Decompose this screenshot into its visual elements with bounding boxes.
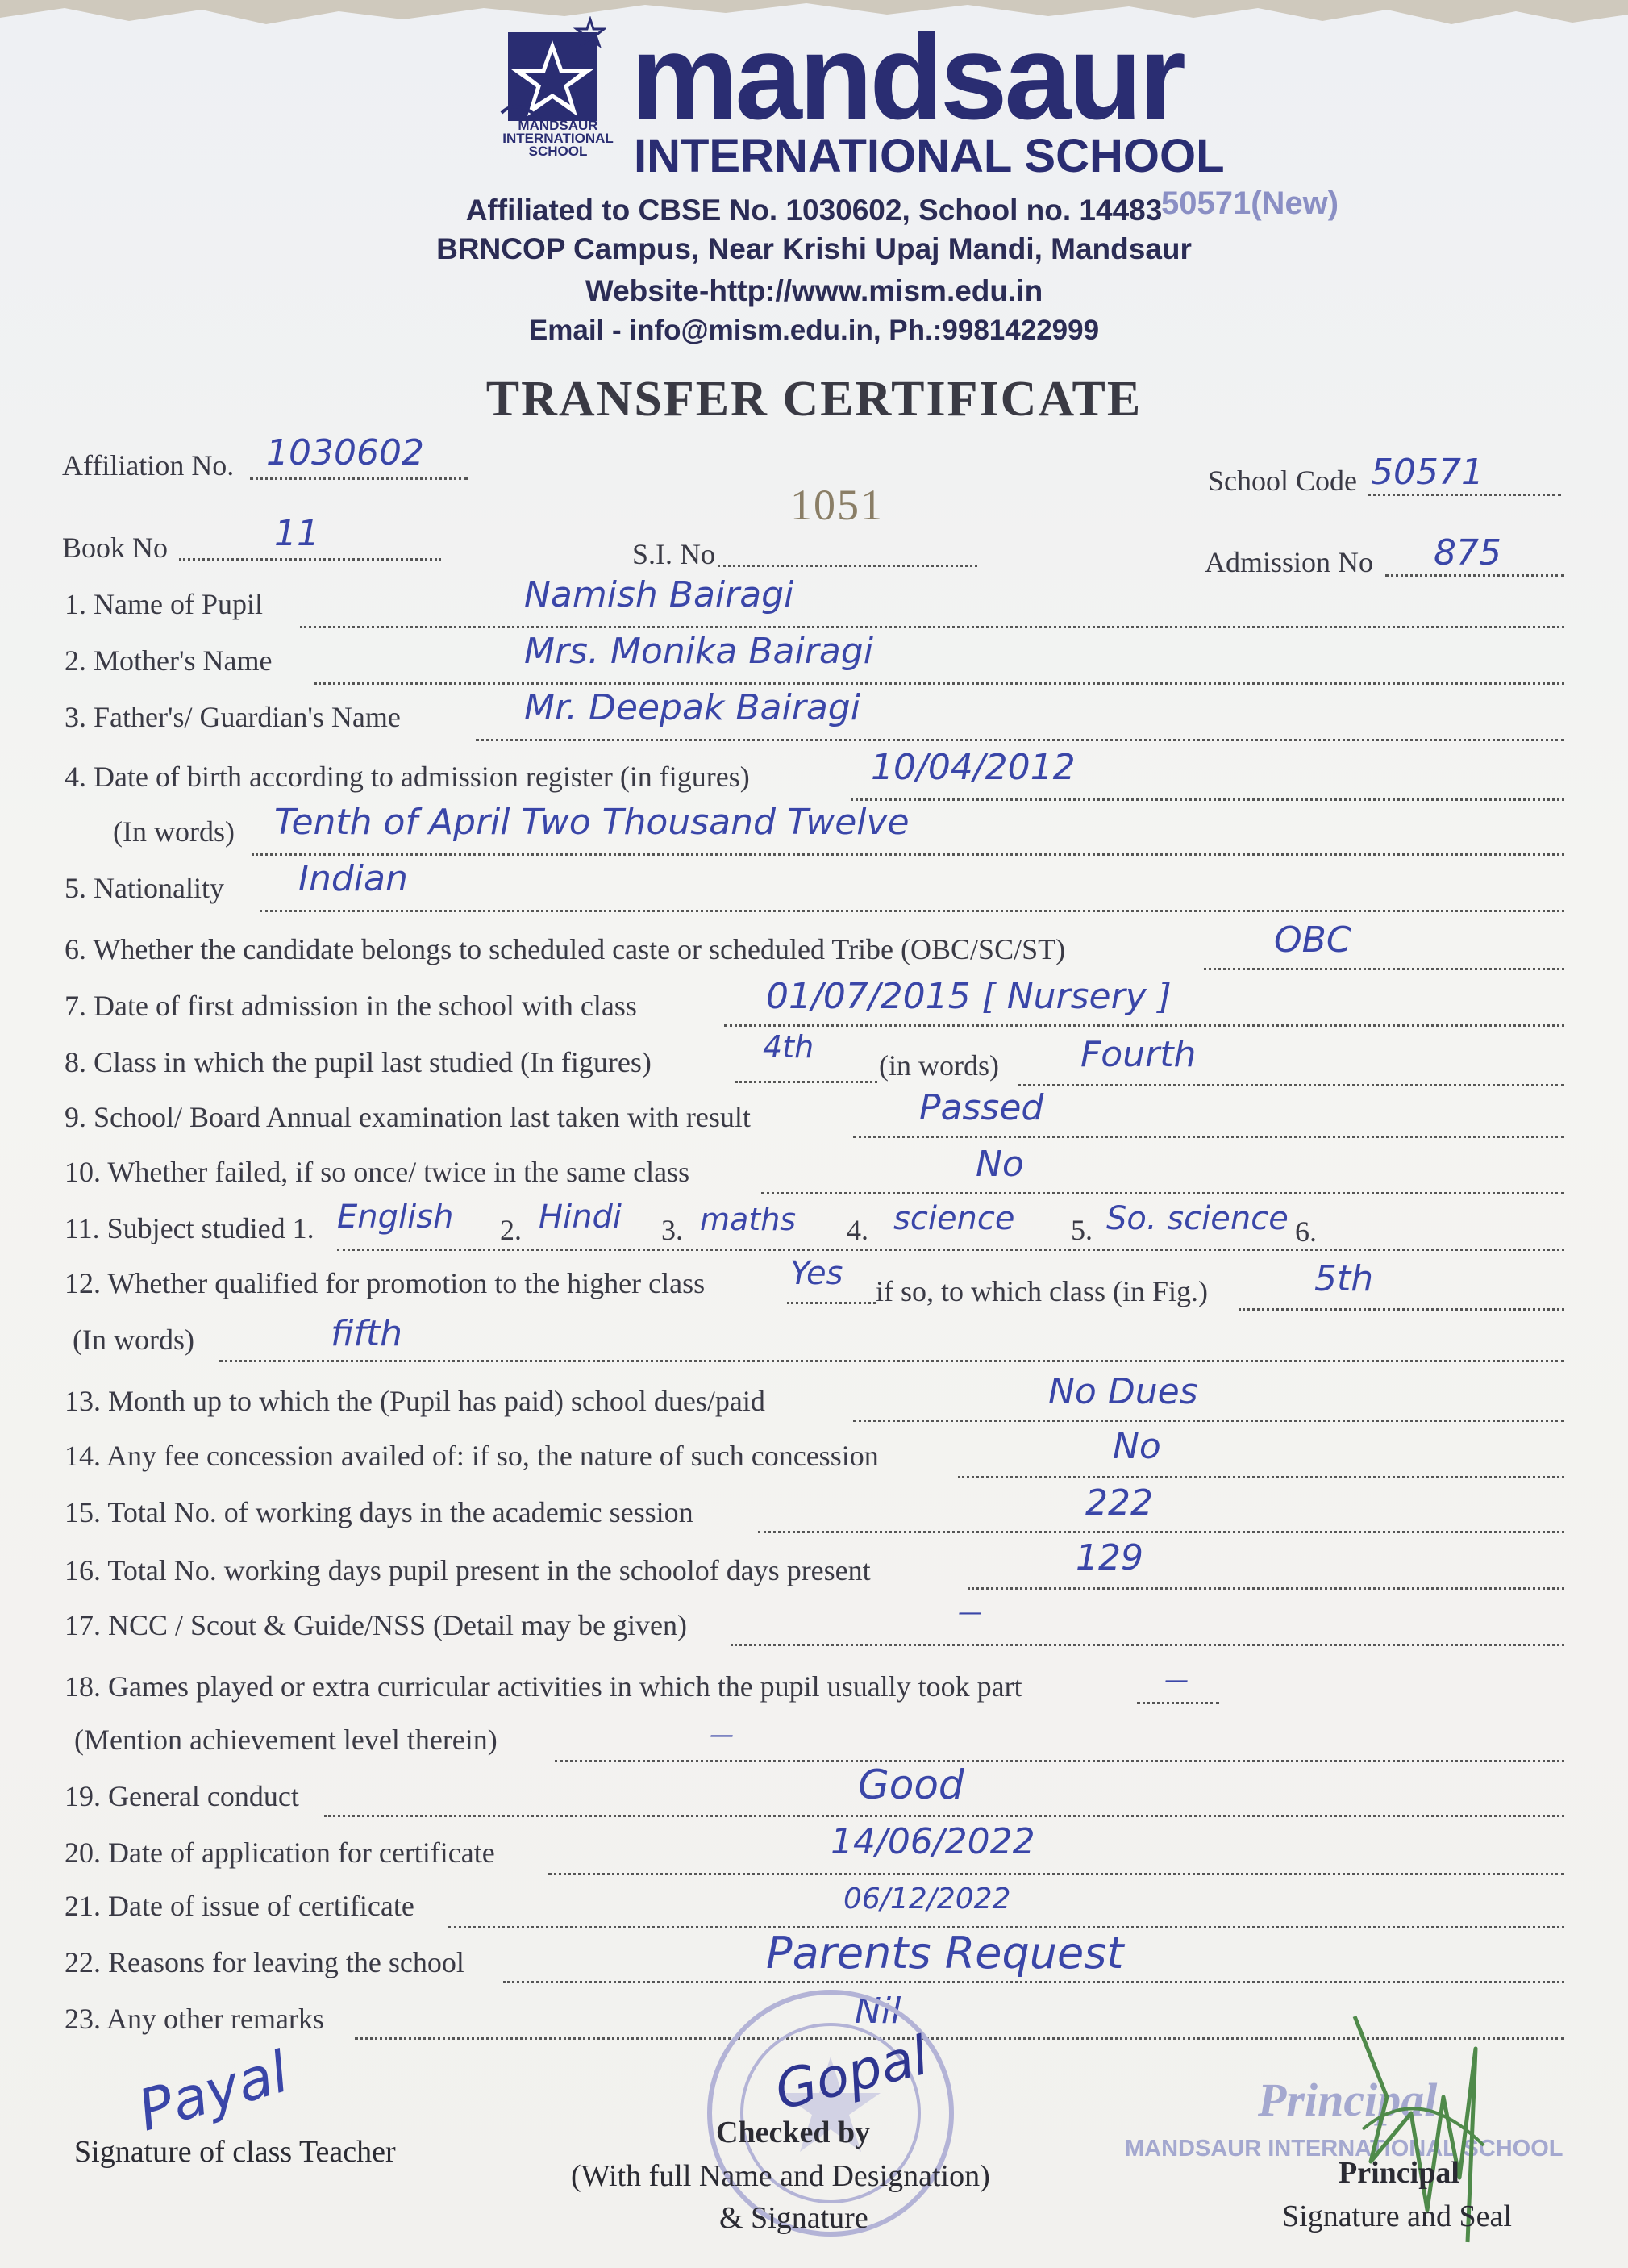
field-3-label: 3. Father's/ Guardian's Name: [65, 701, 401, 733]
subject-num-4: 4.: [847, 1214, 868, 1246]
field-17-value: —: [958, 1599, 982, 1627]
field-16-dots: [968, 1587, 1564, 1590]
field-20-dots: [548, 1873, 1564, 1875]
field-9-value: Passed: [919, 1087, 1044, 1128]
field-12-words-dots: [219, 1360, 1564, 1362]
admission-label: Admission No: [1205, 546, 1374, 578]
field-12-dots: [787, 1302, 876, 1304]
field-13-dots: [853, 1420, 1564, 1422]
admission-dots: [1385, 574, 1564, 577]
subject-num-6: 6.: [1295, 1215, 1317, 1248]
checker-signature: Gopal: [768, 2024, 935, 2123]
book-value: 11: [274, 513, 319, 554]
field-15-value: 222: [1085, 1482, 1153, 1524]
field-19-value: Good: [858, 1761, 964, 1808]
field-16-value: 129: [1076, 1537, 1143, 1578]
principal-seal-label: Signature and Seal: [1282, 2199, 1512, 2233]
subject-1: English: [337, 1199, 454, 1236]
school-code-dots: [1368, 494, 1561, 496]
field-3-value: Mr. Deepak Bairagi: [524, 687, 860, 728]
book-dots: [179, 558, 441, 561]
si-dots: [718, 565, 977, 567]
field-11-label: 11. Subject studied 1.: [65, 1212, 314, 1244]
field-8-value: 4th: [763, 1029, 814, 1065]
affiliation-value: 1030602: [266, 432, 424, 473]
principal-label: Principal: [1339, 2156, 1459, 2190]
subject-2: Hindi: [539, 1199, 622, 1236]
school-code-stamp: 50571(New): [1161, 186, 1339, 221]
school-code-value: 50571: [1371, 452, 1484, 493]
field-18-dots: [1137, 1702, 1219, 1704]
affiliation-label: Affiliation No.: [62, 449, 235, 482]
field-8-words-value: Fourth: [1080, 1034, 1197, 1075]
field-8-dots: [735, 1081, 877, 1083]
field-4-words-value: Tenth of April Two Thousand Twelve: [274, 802, 910, 843]
field-22-dots: [503, 1981, 1564, 1983]
field-17-label: 17. NCC / Scout & Guide/NSS (Detail may be given): [65, 1609, 687, 1641]
affiliation-line: Affiliated to CBSE No. 1030602, School no. 14483: [465, 194, 1163, 227]
field-14-value: No: [1113, 1426, 1161, 1467]
field-20-label: 20. Date of application for certificate: [65, 1836, 495, 1869]
field-11-dots: [337, 1249, 1564, 1251]
brand-subtitle: INTERNATIONAL SCHOOL: [634, 130, 1225, 182]
subject-num-2: 2.: [500, 1214, 522, 1246]
field-2-value: Mrs. Monika Bairagi: [524, 631, 873, 672]
teacher-signature-label: Signature of class Teacher: [74, 2135, 396, 2169]
field-4-words-dots: [252, 853, 1564, 856]
field-19-dots: [324, 1815, 1564, 1817]
field-5-dots: [260, 910, 1564, 912]
field-22-label: 22. Reasons for leaving the school: [65, 1946, 464, 1978]
field-5-value: Indian: [298, 858, 408, 899]
field-6-value: OBC: [1274, 919, 1351, 961]
brand-name: mandsaur: [631, 9, 1183, 144]
field-22-value: Parents Request: [766, 1928, 1124, 1978]
subject-num-5: 5.: [1071, 1214, 1093, 1246]
field-18-value: —: [1164, 1666, 1189, 1695]
field-8-words-dots: [1018, 1084, 1564, 1086]
field-19-label: 19. General conduct: [65, 1780, 299, 1812]
field-4-dots: [851, 798, 1564, 801]
field-18-achievement-label: (Mention achievement level therein): [74, 1724, 498, 1756]
field-12-words-value: fifth: [331, 1313, 403, 1354]
page-title: TRANSFER CERTIFICATE: [485, 372, 1143, 427]
teacher-signature: Payal: [131, 2038, 296, 2145]
field-17-dots: [731, 1644, 1564, 1646]
field-4-words-label: (In words): [113, 815, 235, 848]
field-3-dots: [476, 739, 1564, 741]
field-13-value: No Dues: [1048, 1371, 1198, 1412]
principal-school-stamp: MANDSAUR INTERNATIONAL SCHOOL: [1125, 2136, 1563, 2162]
field-6-label: 6. Whether the candidate belongs to scheduled caste or scheduled Tribe (OBC/SC/ST): [65, 933, 1066, 965]
address-line: BRNCOP Campus, Near Krishi Upaj Mandi, Mandsaur: [436, 232, 1192, 265]
field-12-value: Yes: [790, 1255, 843, 1292]
field-18-achievement-value: —: [710, 1721, 734, 1749]
subject-num-3: 3.: [661, 1214, 683, 1246]
field-12-words-label: (In words): [73, 1324, 194, 1356]
field-5-label: 5. Nationality: [65, 872, 224, 904]
field-18-achievement-dots: [555, 1760, 1564, 1762]
field-9-label: 9. School/ Board Annual examination last taken with result: [65, 1101, 751, 1133]
subject-5: So. science: [1106, 1200, 1289, 1237]
field-14-label: 14. Any fee concession availed of: if so, the nature of such concession: [65, 1440, 879, 1472]
si-label: S.I. No: [632, 538, 716, 570]
principal-stamp: Principal: [1258, 2074, 1438, 2126]
field-12-class-dots: [1239, 1308, 1564, 1311]
field-21-label: 21. Date of issue of certificate: [65, 1890, 414, 1922]
field-23-value: Nil: [855, 1991, 901, 2032]
field-7-value: 01/07/2015 [ Nursery ]: [766, 976, 1172, 1017]
website-line: Website-http://www.mism.edu.in: [585, 274, 1043, 307]
field-10-value: No: [976, 1144, 1024, 1185]
field-21-value: 06/12/2022: [843, 1882, 1011, 1916]
field-7-label: 7. Date of first admission in the school with class: [65, 990, 637, 1022]
field-23-label: 23. Any other remarks: [65, 2003, 324, 2035]
field-6-dots: [1204, 968, 1564, 970]
affiliation-line-dots: [250, 477, 468, 480]
school-code-label: School Code: [1208, 465, 1357, 497]
field-1-dots: [300, 626, 1564, 628]
field-12-label: 12. Whether qualified for promotion to the higher class: [65, 1267, 706, 1299]
field-8-label: 8. Class in which the pupil last studied (In figures): [65, 1046, 652, 1078]
subject-3: maths: [700, 1202, 797, 1237]
contact-line: Email - info@mism.edu.in, Ph.:9981422999: [528, 315, 1100, 346]
logo-caption: MANDSAUR INTERNATIONAL SCHOOL: [502, 118, 614, 159]
field-16-label: 16. Total No. working days pupil present in the schoolof days present: [65, 1554, 871, 1586]
field-12-class-label: if so, to which class (in Fig.): [876, 1275, 1208, 1307]
field-15-label: 15. Total No. of working days in the academic session: [65, 1496, 693, 1528]
field-18-label: 18. Games played or extra curricular activities in which the pupil usually took part: [65, 1670, 1022, 1703]
field-10-dots: [761, 1192, 1564, 1194]
field-9-dots: [853, 1136, 1564, 1138]
field-15-dots: [758, 1531, 1564, 1533]
field-2-label: 2. Mother's Name: [65, 644, 273, 677]
serial-stamp: 1051: [790, 481, 884, 529]
subject-4: science: [893, 1200, 1015, 1237]
field-20-value: 14/06/2022: [831, 1821, 1035, 1862]
field-12-class-value: 5th: [1314, 1258, 1374, 1299]
admission-value: 875: [1434, 532, 1501, 573]
field-1-value: Namish Bairagi: [524, 574, 794, 615]
field-4-value: 10/04/2012: [871, 747, 1076, 788]
checked-by-signature: & Signature: [719, 2201, 868, 2235]
field-14-dots: [958, 1476, 1564, 1478]
field-4-label: 4. Date of birth according to admission register (in figures): [65, 761, 750, 793]
checked-by-detail: (With full Name and Designation): [571, 2159, 990, 2193]
field-1-label: 1. Name of Pupil: [65, 588, 263, 620]
field-13-label: 13. Month up to which the (Pupil has paid) school dues/paid: [65, 1385, 765, 1417]
field-10-label: 10. Whether failed, if so once/ twice in the same class: [65, 1156, 690, 1188]
field-7-dots: [724, 1024, 1564, 1027]
field-8-words-label: (in words): [879, 1049, 999, 1082]
field-2-dots: [314, 682, 1564, 685]
book-label: Book No: [62, 532, 169, 564]
checked-by-label: Checked by: [716, 2116, 871, 2149]
